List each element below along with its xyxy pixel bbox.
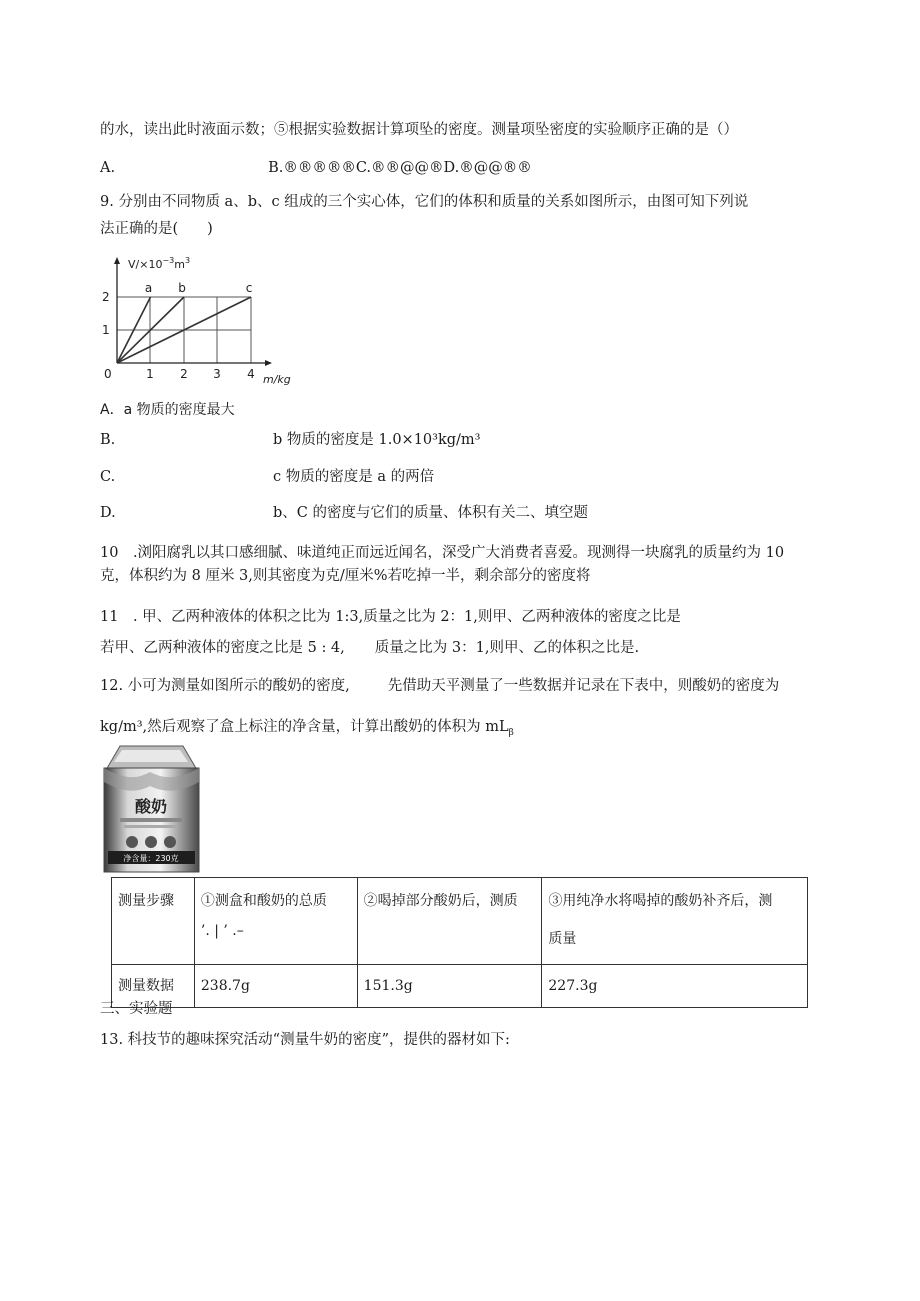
table-cell-line: ’. | ’ .– — [200, 923, 244, 939]
point-label-c: c — [245, 281, 253, 295]
q9-stem-line1: 9. 分别由不同物质 a、b、c 组成的三个实心体，它们的体积和质量的关系如图所示，由图可知下列说 — [100, 194, 749, 210]
volume-mass-graph — [100, 250, 300, 390]
x-axis-arrow — [265, 360, 272, 366]
q12-line1 — [100, 676, 779, 696]
q11-line1: 11 . 甲、乙两种液体的体积之比为 1:3,质量之比为 2：1,则甲、乙两种液体的密度之比是 — [100, 609, 681, 625]
y-tick-2: 2 — [102, 290, 110, 304]
carton-title: 酸奶 — [134, 797, 168, 816]
q8-text: 的水，读出此时液面示数；⑤根据实验数据计算项坠的密度。测量项坠密度的实验顺序正确的是（） — [100, 122, 738, 138]
q8-option-a: A. — [100, 160, 116, 176]
carton-net-content: 净含量：230克 — [123, 854, 179, 863]
q9-option-d-letter: D. — [100, 505, 116, 521]
q12-line2-sub: β — [508, 727, 514, 738]
origin-label: 0 — [104, 367, 112, 381]
y-axis-arrow — [114, 257, 120, 264]
x-tick-4: 4 — [247, 367, 255, 381]
q9-option-c-letter: C. — [100, 469, 116, 485]
q12-line2 — [100, 717, 514, 743]
yogurt-carton-image — [100, 742, 203, 874]
y-axis-label: $V/\times 10^{-3}m^3$ — [128, 256, 191, 271]
table-cell — [542, 878, 808, 965]
point-label-b: b — [178, 281, 186, 295]
table-cell-line: ①测盒和酸奶的总质 — [200, 893, 327, 909]
table-cell-line: ③用纯净水将喝掉的酸奶补齐后，测 — [548, 893, 773, 909]
x-axis-label: m/kg — [263, 373, 291, 386]
measurement-table — [111, 877, 808, 1008]
q12-line1-part2: 先借助天平测量了一些数据并记录在下表中，则酸奶的密度为 — [387, 678, 780, 694]
table-header-step: 测量步骤 — [112, 878, 195, 965]
q13-text: 13. 科技节的趣味探究活动“测量牛奶的密度”，提供的器材如下: — [100, 1032, 510, 1048]
q10-line2: 克，体积约为 8 厘米 3,则其密度为克/厘米%若吃掉一半，剩余部分的密度将 — [100, 568, 591, 584]
x-tick-2: 2 — [180, 367, 188, 381]
q9-option-a: A．a 物质的密度最大 — [100, 402, 235, 418]
x-tick-3: 3 — [213, 367, 221, 381]
table-cell: 151.3g — [357, 965, 542, 1008]
y-tick-1: 1 — [102, 323, 110, 337]
q9-option-c-text: c 物质的密度是 a 的两倍 — [273, 469, 435, 485]
q8-options — [100, 158, 532, 178]
table-cell: ②喝掉部分酸奶后，测质 — [357, 878, 542, 965]
x-tick-1: 1 — [146, 367, 154, 381]
point-label-a: a — [144, 281, 153, 295]
q9-option-b-letter: B. — [100, 432, 116, 448]
q9-option-d-text: b、C 的密度与它们的质量、体积有关二、填空题 — [273, 505, 588, 521]
table-row — [112, 878, 808, 965]
q12-line1-part1: 12. 小可为测量如图所示的酸奶的密度, — [100, 678, 350, 694]
table-cell: 238.7g — [194, 965, 357, 1008]
q11-line2-part1: 若甲、乙两种液体的密度之比是 5 : 4, — [100, 640, 345, 656]
table-cell — [194, 878, 357, 965]
section-heading: 三、实验题 — [100, 1001, 173, 1017]
table-header-data: 测量数据 — [112, 965, 195, 1008]
table-row — [112, 965, 808, 1008]
table-cell: 227.3g — [542, 965, 808, 1008]
q8-options-bcd: B.®®®®®C.®®@@®D.®@@®® — [268, 160, 532, 176]
q9-stem-line2: 法正确的是( ) — [100, 221, 213, 237]
q12-line2-text: kg∕m³,然后观察了盒上标注的净含量，计算出酸奶的体积为 mL — [100, 719, 509, 735]
q9-option-b-text: b 物质的密度是 1.0×10³kg∕m³ — [273, 432, 481, 448]
table-cell-line: 质量 — [548, 931, 577, 947]
q10-line1: 10 .浏阳腐乳以其口感细腻、味道纯正而远近闻名，深受广大消费者喜爱。现测得一块腐乳的质量约为 10 — [100, 545, 785, 561]
q11-line2 — [100, 638, 639, 658]
q11-line2-part2: 质量之比为 3：1,则甲、乙的体积之比是. — [374, 640, 640, 656]
